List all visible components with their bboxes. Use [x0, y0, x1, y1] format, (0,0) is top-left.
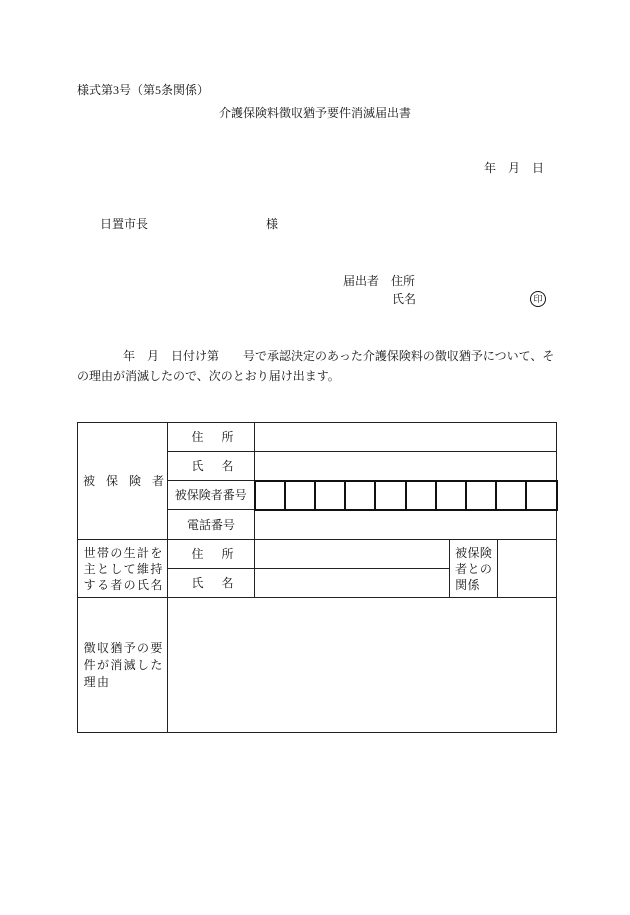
label-glyph: 持: [150, 561, 163, 576]
householder-address-row: [78, 540, 557, 569]
addressee-name: 日置市長: [100, 217, 149, 231]
insured-phone-field[interactable]: [255, 510, 557, 540]
insured-heading-label: [83, 473, 164, 489]
relationship-label: [455, 545, 492, 593]
submission-date[interactable]: 年 月 日: [484, 161, 545, 175]
label-glyph: が: [96, 657, 109, 672]
label-glyph: と: [96, 561, 109, 576]
householder-address-label: 住 所: [168, 540, 255, 569]
label-glyph: 者: [110, 577, 123, 592]
seal-icon: 印: [530, 291, 546, 307]
label-glyph: 世: [83, 545, 96, 560]
insured-number-digit-box[interactable]: [465, 482, 495, 509]
reason-field[interactable]: [168, 598, 557, 733]
label-glyph: す: [83, 577, 96, 592]
label-glyph: 生: [123, 545, 136, 560]
label-glyph: 帯: [96, 545, 109, 560]
label-glyph: 氏: [136, 577, 149, 592]
insured-number-field: [255, 481, 557, 510]
householder-heading-label: [83, 545, 163, 593]
label-glyph: し: [136, 657, 149, 672]
label-glyph: 由: [96, 674, 109, 689]
statement-line-2: の理由が消滅したので、次のとおり届け出ます。: [77, 369, 340, 383]
label-glyph: の: [123, 577, 136, 592]
label-glyph: 維: [136, 561, 149, 576]
label-glyph: 予: [123, 640, 136, 655]
statement-line-1: 年 月 日付け第 号で承認決定のあった介護保険料の徴収猶予について、そ: [123, 349, 555, 363]
insured-section-heading: [78, 423, 168, 540]
label-glyph: 徴: [83, 640, 96, 655]
statement-paragraph: [77, 346, 557, 386]
label-glyph: と: [467, 561, 480, 576]
label-glyph: 計: [136, 545, 149, 560]
insured-address-label: 住 所: [168, 423, 255, 452]
label-glyph: の: [110, 545, 123, 560]
label-glyph: 収: [96, 640, 109, 655]
label-glyph: 係: [467, 577, 480, 592]
insured-address-row: [78, 423, 557, 452]
insured-name-field[interactable]: [255, 452, 557, 481]
label-glyph: 者: [151, 474, 164, 488]
insured-number-digit-box[interactable]: [256, 482, 284, 509]
householder-name-label: 氏 名: [168, 569, 255, 598]
label-glyph: 滅: [123, 657, 136, 672]
label-glyph: 消: [110, 657, 123, 672]
label-glyph: 者: [455, 561, 468, 576]
label-glyph: 保: [105, 474, 118, 488]
label-glyph: 保: [467, 545, 480, 560]
label-glyph: 名: [150, 577, 163, 592]
householder-section-heading: [78, 540, 168, 598]
applicant-address-label[interactable]: 住所: [391, 274, 416, 288]
details-table: [77, 422, 558, 733]
label-glyph: の: [479, 561, 492, 576]
reason-label: [83, 640, 163, 691]
insured-number-digit-box[interactable]: [374, 482, 404, 509]
label-glyph: 主: [83, 561, 96, 576]
insured-number-digit-box[interactable]: [525, 482, 555, 509]
label-glyph: 猶: [110, 640, 123, 655]
insured-number-digit-box[interactable]: [284, 482, 314, 509]
applicant-label: 届出者: [343, 274, 380, 288]
label-glyph: の: [136, 640, 149, 655]
insured-number-digit-box[interactable]: [435, 482, 465, 509]
relationship-label-cell: [450, 540, 498, 598]
label-glyph: 関: [455, 577, 468, 592]
relationship-field[interactable]: [498, 540, 557, 598]
label-glyph: 険: [128, 474, 141, 488]
addressee-honorific: 様: [266, 217, 279, 231]
label-glyph: 被: [83, 474, 96, 488]
label-glyph: て: [123, 561, 136, 576]
label-glyph: を: [150, 545, 163, 560]
insured-number-boxes: [256, 482, 556, 509]
label-glyph: 被: [455, 545, 468, 560]
insured-name-label: 氏 名: [168, 452, 255, 481]
label-glyph: 険: [479, 545, 492, 560]
label-glyph: る: [96, 577, 109, 592]
label-glyph: た: [150, 657, 163, 672]
reason-row: [78, 598, 557, 733]
applicant-name-label[interactable]: 氏名: [392, 292, 417, 306]
insured-number-digit-box[interactable]: [495, 482, 525, 509]
insured-number-digit-box[interactable]: [314, 482, 344, 509]
label-glyph: し: [110, 561, 123, 576]
insured-number-digit-box[interactable]: [405, 482, 435, 509]
householder-address-field[interactable]: [255, 540, 450, 569]
insured-address-field[interactable]: [255, 423, 557, 452]
label-glyph: 理: [83, 674, 96, 689]
insured-number-label: 被保険者番号: [168, 481, 255, 510]
label-glyph: 要: [150, 640, 163, 655]
label-glyph: 件: [83, 657, 96, 672]
householder-name-field[interactable]: [255, 569, 450, 598]
form-title: 介護保険料徴収猶予要件消滅届出書: [218, 106, 411, 120]
insured-number-digit-box[interactable]: [344, 482, 374, 509]
form-number: 様式第3号（第5条関係）: [77, 83, 210, 97]
reason-heading: [78, 598, 168, 733]
insured-phone-label: 電話番号: [168, 510, 255, 540]
